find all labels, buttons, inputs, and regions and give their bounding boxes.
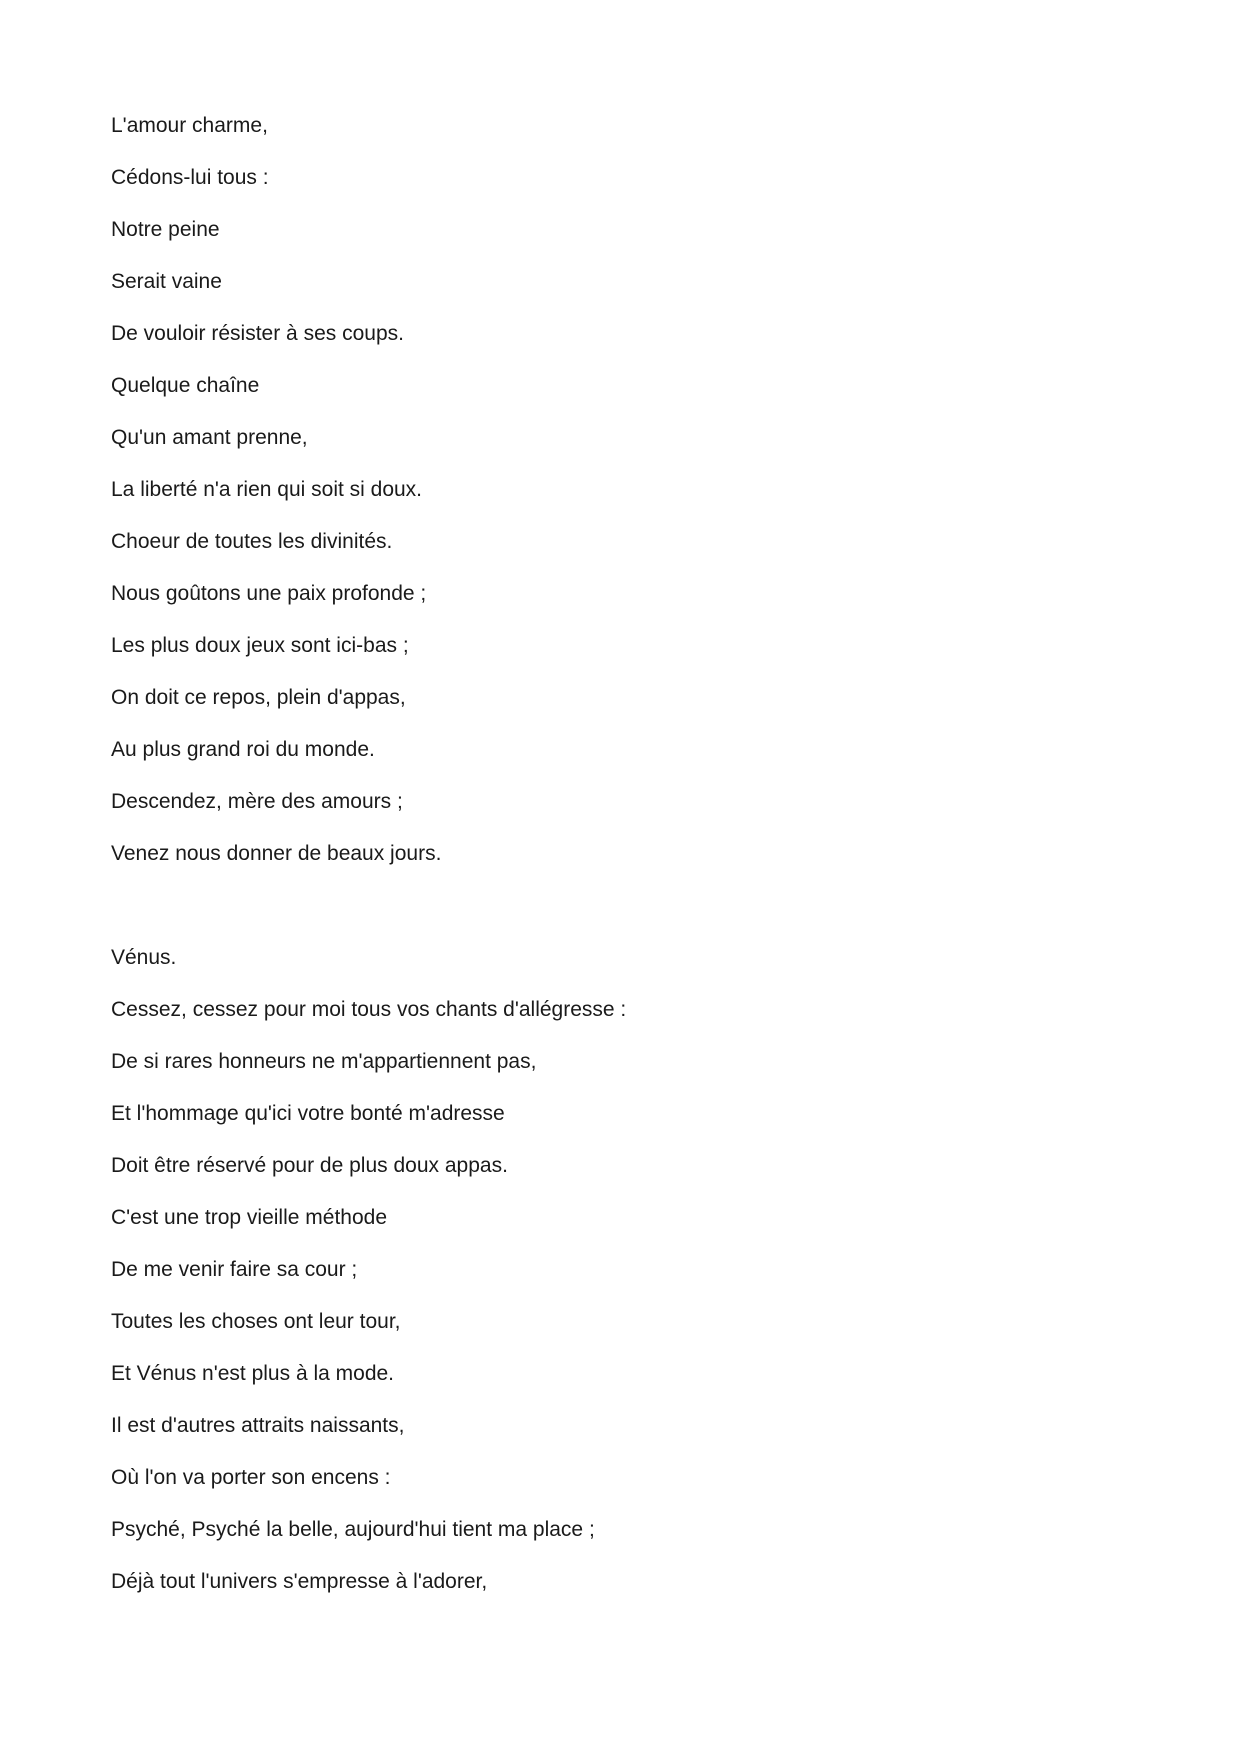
text-line: Les plus doux jeux sont ici-bas ; bbox=[111, 634, 409, 657]
text-line: La liberté n'a rien qui soit si doux. bbox=[111, 478, 423, 501]
text-line: On doit ce repos, plein d'appas, bbox=[111, 686, 406, 709]
text-line: Psyché, Psyché la belle, aujourd'hui tient ma place ; bbox=[111, 1518, 595, 1541]
text-line: C'est une trop vieille méthode bbox=[111, 1206, 387, 1229]
text-line: Cédons-lui tous : bbox=[111, 166, 269, 189]
text-line: De me venir faire sa cour ; bbox=[111, 1258, 358, 1281]
text-line: Il est d'autres attraits naissants, bbox=[111, 1414, 405, 1437]
text-line: Où l'on va porter son encens : bbox=[111, 1466, 391, 1489]
text-line: Choeur de toutes les divinités. bbox=[111, 530, 393, 553]
text-line: Venez nous donner de beaux jours. bbox=[111, 842, 442, 865]
text-line: Descendez, mère des amours ; bbox=[111, 790, 403, 813]
text-line: L'amour charme, bbox=[111, 114, 268, 137]
text-line: Nous goûtons une paix profonde ; bbox=[111, 582, 427, 605]
text-line: Qu'un amant prenne, bbox=[111, 426, 308, 449]
text-line: Déjà tout l'univers s'empresse à l'adorer, bbox=[111, 1570, 488, 1593]
speaker-name: Vénus. bbox=[111, 946, 177, 969]
text-line: Toutes les choses ont leur tour, bbox=[111, 1310, 401, 1333]
text-line: Au plus grand roi du monde. bbox=[111, 738, 375, 761]
text-line: De vouloir résister à ses coups. bbox=[111, 322, 404, 345]
text-line: Cessez, cessez pour moi tous vos chants d'allégresse : bbox=[111, 998, 627, 1021]
text-line: Quelque chaîne bbox=[111, 374, 260, 397]
text-line: Doit être réservé pour de plus doux appas. bbox=[111, 1154, 508, 1177]
text-line: De si rares honneurs ne m'appartiennent pas, bbox=[111, 1050, 537, 1073]
text-line: Notre peine bbox=[111, 218, 220, 241]
text-line: Et Vénus n'est plus à la mode. bbox=[111, 1362, 395, 1385]
text-line: Serait vaine bbox=[111, 270, 222, 293]
text-line: Et l'hommage qu'ici votre bonté m'adresse bbox=[111, 1102, 505, 1125]
